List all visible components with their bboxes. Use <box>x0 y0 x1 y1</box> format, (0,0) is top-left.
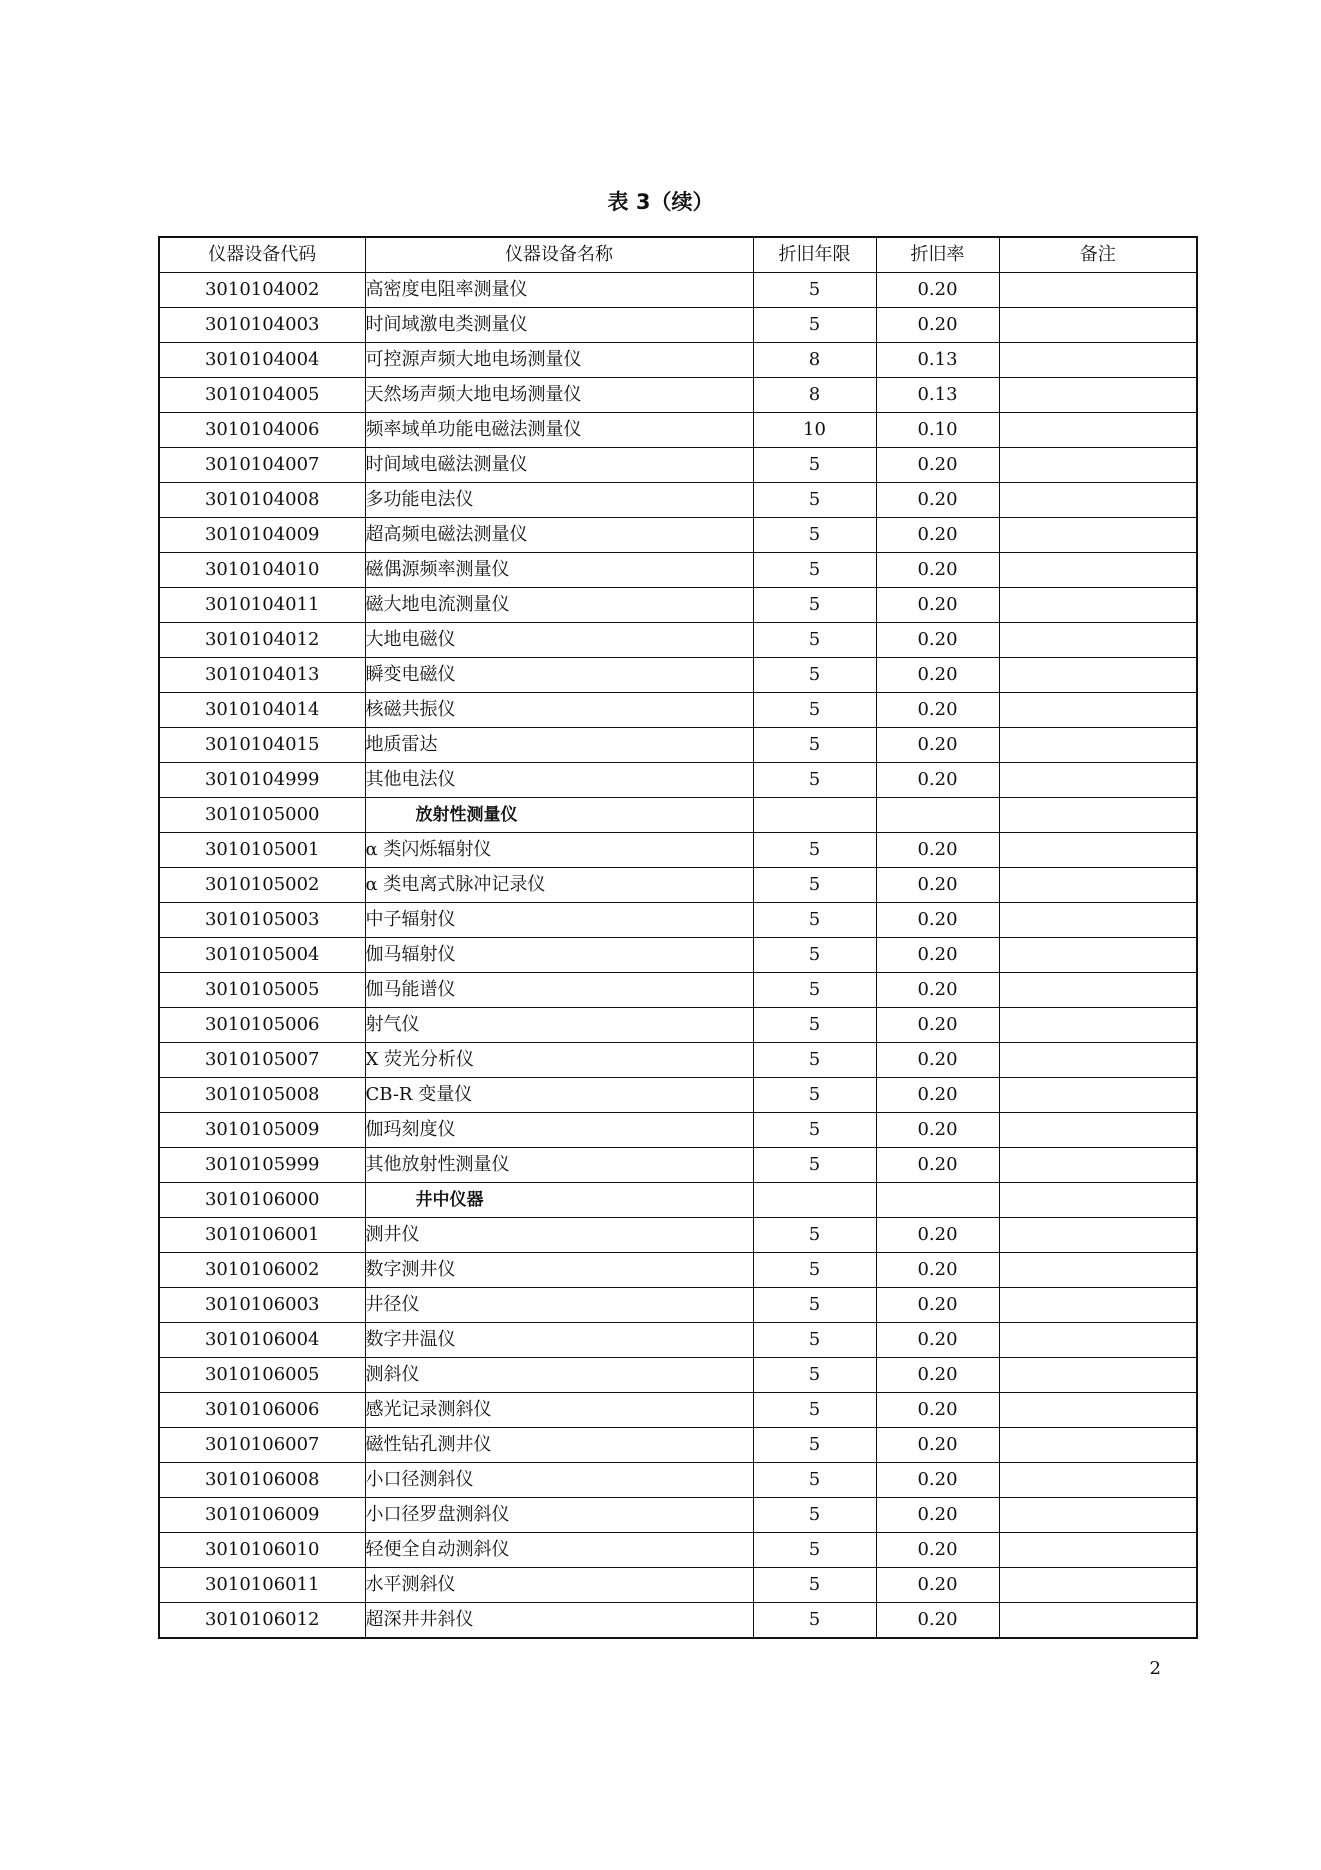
cell-rate: 0.20 <box>876 833 999 868</box>
table-row <box>159 1323 1197 1358</box>
table-row <box>159 938 1197 973</box>
cell-code: 3010104008 <box>159 483 365 518</box>
cell-code: 3010105004 <box>159 938 365 973</box>
cell-years: 5 <box>753 728 876 763</box>
cell-years: 5 <box>753 1498 876 1533</box>
cell-years: 5 <box>753 518 876 553</box>
cell-notes <box>999 1603 1197 1639</box>
cell-name: 射气仪 <box>365 1008 753 1043</box>
cell-years: 8 <box>753 378 876 413</box>
cell-code: 3010104007 <box>159 448 365 483</box>
cell-code: 3010104005 <box>159 378 365 413</box>
cell-notes <box>999 763 1197 798</box>
cell-name: 其他电法仪 <box>365 763 753 798</box>
cell-notes <box>999 658 1197 693</box>
cell-name: 多功能电法仪 <box>365 483 753 518</box>
cell-notes <box>999 728 1197 763</box>
header-years: 折旧年限 <box>753 237 876 273</box>
table-row <box>159 1148 1197 1183</box>
cell-rate: 0.20 <box>876 1358 999 1393</box>
cell-years: 5 <box>753 553 876 588</box>
cell-rate: 0.20 <box>876 1603 999 1639</box>
cell-rate: 0.20 <box>876 1533 999 1568</box>
cell-years: 5 <box>753 588 876 623</box>
cell-name: 地质雷达 <box>365 728 753 763</box>
cell-years: 5 <box>753 623 876 658</box>
table-row <box>159 798 1197 833</box>
cell-years: 5 <box>753 833 876 868</box>
table-row <box>159 1393 1197 1428</box>
cell-rate: 0.20 <box>876 308 999 343</box>
cell-notes <box>999 378 1197 413</box>
table-row <box>159 1533 1197 1568</box>
cell-notes <box>999 273 1197 308</box>
table-row <box>159 903 1197 938</box>
cell-rate: 0.20 <box>876 693 999 728</box>
cell-notes <box>999 1463 1197 1498</box>
cell-rate: 0.20 <box>876 1113 999 1148</box>
cell-code: 3010105009 <box>159 1113 365 1148</box>
cell-notes <box>999 1043 1197 1078</box>
table-row <box>159 1078 1197 1113</box>
table-row <box>159 728 1197 763</box>
cell-name: 感光记录测斜仪 <box>365 1393 753 1428</box>
cell-name: α 类闪烁辐射仪 <box>365 833 753 868</box>
cell-name: 小口径测斜仪 <box>365 1463 753 1498</box>
cell-notes <box>999 343 1197 378</box>
cell-rate: 0.20 <box>876 1568 999 1603</box>
cell-years: 5 <box>753 1113 876 1148</box>
cell-name: 测井仪 <box>365 1218 753 1253</box>
cell-years: 5 <box>753 1358 876 1393</box>
cell-rate: 0.20 <box>876 1393 999 1428</box>
cell-code: 3010104999 <box>159 763 365 798</box>
cell-rate: 0.20 <box>876 1428 999 1463</box>
cell-rate: 0.13 <box>876 343 999 378</box>
cell-name: 伽马辐射仪 <box>365 938 753 973</box>
cell-code: 3010105999 <box>159 1148 365 1183</box>
cell-rate: 0.20 <box>876 1498 999 1533</box>
cell-code: 3010105002 <box>159 868 365 903</box>
cell-name: 可控源声频大地电场测量仪 <box>365 343 753 378</box>
cell-rate: 0.20 <box>876 448 999 483</box>
cell-years: 5 <box>753 1603 876 1639</box>
cell-notes <box>999 448 1197 483</box>
table-row <box>159 553 1197 588</box>
cell-code: 3010106012 <box>159 1603 365 1639</box>
cell-name: 超高频电磁法测量仪 <box>365 518 753 553</box>
header-rate: 折旧率 <box>876 237 999 273</box>
cell-years: 8 <box>753 343 876 378</box>
header-code: 仪器设备代码 <box>159 237 365 273</box>
cell-code: 3010106000 <box>159 1183 365 1218</box>
cell-rate: 0.20 <box>876 273 999 308</box>
cell-years: 5 <box>753 658 876 693</box>
cell-years: 5 <box>753 1218 876 1253</box>
table-header-row <box>159 237 1197 273</box>
cell-name: 超深井井斜仪 <box>365 1603 753 1639</box>
cell-notes <box>999 1113 1197 1148</box>
table-title: 表 3（续） <box>607 190 714 214</box>
cell-name: 其他放射性测量仪 <box>365 1148 753 1183</box>
cell-code: 3010106001 <box>159 1218 365 1253</box>
cell-code: 3010106007 <box>159 1428 365 1463</box>
cell-code: 3010104009 <box>159 518 365 553</box>
cell-name: 时间域激电类测量仪 <box>365 308 753 343</box>
cell-years: 5 <box>753 1043 876 1078</box>
table-row <box>159 273 1197 308</box>
cell-name: 中子辐射仪 <box>365 903 753 938</box>
cell-years: 5 <box>753 1078 876 1113</box>
cell-rate: 0.13 <box>876 378 999 413</box>
table-row <box>159 413 1197 448</box>
cell-rate: 0.20 <box>876 1288 999 1323</box>
table-row <box>159 1183 1197 1218</box>
cell-years: 5 <box>753 273 876 308</box>
cell-notes <box>999 1183 1197 1218</box>
table-row <box>159 1253 1197 1288</box>
cell-years: 5 <box>753 483 876 518</box>
cell-code: 3010104013 <box>159 658 365 693</box>
cell-code: 3010106011 <box>159 1568 365 1603</box>
table-row <box>159 1463 1197 1498</box>
cell-notes <box>999 413 1197 448</box>
cell-rate: 0.20 <box>876 1218 999 1253</box>
cell-code: 3010106005 <box>159 1358 365 1393</box>
cell-code: 3010105007 <box>159 1043 365 1078</box>
cell-notes <box>999 623 1197 658</box>
cell-notes <box>999 1533 1197 1568</box>
table-row <box>159 343 1197 378</box>
cell-rate: 0.20 <box>876 973 999 1008</box>
cell-code: 3010105001 <box>159 833 365 868</box>
cell-name: 磁偶源频率测量仪 <box>365 553 753 588</box>
cell-years: 5 <box>753 938 876 973</box>
cell-name: 伽玛刻度仪 <box>365 1113 753 1148</box>
cell-notes <box>999 1498 1197 1533</box>
table-row <box>159 1218 1197 1253</box>
cell-notes <box>999 868 1197 903</box>
cell-notes <box>999 1428 1197 1463</box>
cell-code: 3010104002 <box>159 273 365 308</box>
cell-rate: 0.20 <box>876 903 999 938</box>
cell-notes <box>999 903 1197 938</box>
cell-name: 井径仪 <box>365 1288 753 1323</box>
cell-notes <box>999 938 1197 973</box>
cell-notes <box>999 1568 1197 1603</box>
cell-notes <box>999 1008 1197 1043</box>
cell-notes <box>999 693 1197 728</box>
table-row <box>159 1603 1197 1639</box>
cell-category-name: 井中仪器 <box>365 1183 753 1218</box>
cell-name: 测斜仪 <box>365 1358 753 1393</box>
cell-years: 5 <box>753 1323 876 1358</box>
cell-name: 数字井温仪 <box>365 1323 753 1358</box>
cell-name: 数字测井仪 <box>365 1253 753 1288</box>
cell-category-name: 放射性测量仪 <box>365 798 753 833</box>
cell-notes <box>999 483 1197 518</box>
cell-name: 轻便全自动测斜仪 <box>365 1533 753 1568</box>
table-row <box>159 833 1197 868</box>
cell-notes <box>999 1288 1197 1323</box>
cell-rate: 0.20 <box>876 588 999 623</box>
cell-notes <box>999 1253 1197 1288</box>
table-row <box>159 973 1197 1008</box>
cell-code: 3010106002 <box>159 1253 365 1288</box>
cell-rate: 0.20 <box>876 763 999 798</box>
cell-code: 3010105008 <box>159 1078 365 1113</box>
cell-name: 核磁共振仪 <box>365 693 753 728</box>
table-row <box>159 518 1197 553</box>
cell-rate: 0.20 <box>876 623 999 658</box>
cell-rate: 0.10 <box>876 413 999 448</box>
cell-rate: 0.20 <box>876 868 999 903</box>
cell-name: 磁大地电流测量仪 <box>365 588 753 623</box>
cell-code: 3010106010 <box>159 1533 365 1568</box>
cell-rate: 0.20 <box>876 658 999 693</box>
cell-name: 伽马能谱仪 <box>365 973 753 1008</box>
cell-notes <box>999 1358 1197 1393</box>
cell-years: 5 <box>753 763 876 798</box>
cell-rate: 0.20 <box>876 483 999 518</box>
cell-code: 3010106009 <box>159 1498 365 1533</box>
cell-years: 5 <box>753 1533 876 1568</box>
cell-years: 5 <box>753 1428 876 1463</box>
cell-name: 小口径罗盘测斜仪 <box>365 1498 753 1533</box>
table-row <box>159 623 1197 658</box>
cell-notes <box>999 308 1197 343</box>
table-row <box>159 658 1197 693</box>
table-row <box>159 448 1197 483</box>
table-row <box>159 763 1197 798</box>
cell-years <box>753 1183 876 1218</box>
cell-name: α 类电离式脉冲记录仪 <box>365 868 753 903</box>
cell-notes <box>999 1078 1197 1113</box>
table-row <box>159 1498 1197 1533</box>
cell-years: 5 <box>753 973 876 1008</box>
cell-name: 大地电磁仪 <box>365 623 753 658</box>
cell-years: 5 <box>753 903 876 938</box>
cell-code: 3010106008 <box>159 1463 365 1498</box>
cell-years <box>753 798 876 833</box>
cell-years: 5 <box>753 693 876 728</box>
cell-code: 3010105000 <box>159 798 365 833</box>
cell-notes <box>999 1323 1197 1358</box>
cell-name: 时间域电磁法测量仪 <box>365 448 753 483</box>
header-notes: 备注 <box>999 237 1197 273</box>
cell-code: 3010105003 <box>159 903 365 938</box>
cell-rate: 0.20 <box>876 1148 999 1183</box>
cell-code: 3010104004 <box>159 343 365 378</box>
cell-rate: 0.20 <box>876 1078 999 1113</box>
table-row <box>159 1358 1197 1393</box>
table-row <box>159 308 1197 343</box>
cell-code: 3010104011 <box>159 588 365 623</box>
table-row <box>159 1008 1197 1043</box>
table-row <box>159 483 1197 518</box>
cell-name: 天然场声频大地电场测量仪 <box>365 378 753 413</box>
cell-code: 3010104010 <box>159 553 365 588</box>
cell-rate: 0.20 <box>876 1043 999 1078</box>
table-row <box>159 378 1197 413</box>
cell-years: 5 <box>753 1148 876 1183</box>
cell-rate <box>876 1183 999 1218</box>
cell-notes <box>999 973 1197 1008</box>
table-row <box>159 1043 1197 1078</box>
cell-years: 10 <box>753 413 876 448</box>
cell-rate: 0.20 <box>876 1253 999 1288</box>
cell-notes <box>999 1393 1197 1428</box>
cell-name: 水平测斜仪 <box>365 1568 753 1603</box>
depreciation-table <box>158 236 1198 1639</box>
table-row <box>159 868 1197 903</box>
cell-code: 3010106006 <box>159 1393 365 1428</box>
cell-code: 3010105005 <box>159 973 365 1008</box>
page-number: 2 <box>1149 1658 1161 1679</box>
cell-years: 5 <box>753 868 876 903</box>
cell-years: 5 <box>753 1568 876 1603</box>
cell-rate: 0.20 <box>876 518 999 553</box>
cell-years: 5 <box>753 1393 876 1428</box>
cell-notes <box>999 1218 1197 1253</box>
cell-years: 5 <box>753 1008 876 1043</box>
cell-code: 3010106003 <box>159 1288 365 1323</box>
cell-rate: 0.20 <box>876 1008 999 1043</box>
cell-years: 5 <box>753 1463 876 1498</box>
cell-name: 磁性钻孔测井仪 <box>365 1428 753 1463</box>
cell-code: 3010104003 <box>159 308 365 343</box>
cell-code: 3010104014 <box>159 693 365 728</box>
cell-notes <box>999 833 1197 868</box>
table-body <box>159 273 1197 1639</box>
cell-name: X 荧光分析仪 <box>365 1043 753 1078</box>
cell-years: 5 <box>753 1288 876 1323</box>
cell-years: 5 <box>753 1253 876 1288</box>
cell-years: 5 <box>753 448 876 483</box>
cell-rate: 0.20 <box>876 728 999 763</box>
cell-rate: 0.20 <box>876 553 999 588</box>
table-row <box>159 1113 1197 1148</box>
cell-name: 频率域单功能电磁法测量仪 <box>365 413 753 448</box>
table-row <box>159 1568 1197 1603</box>
cell-notes <box>999 798 1197 833</box>
cell-name: 瞬变电磁仪 <box>365 658 753 693</box>
cell-rate: 0.20 <box>876 1323 999 1358</box>
table-row <box>159 588 1197 623</box>
cell-years: 5 <box>753 308 876 343</box>
cell-code: 3010104012 <box>159 623 365 658</box>
cell-code: 3010104006 <box>159 413 365 448</box>
table-row <box>159 693 1197 728</box>
cell-rate: 0.20 <box>876 1463 999 1498</box>
cell-code: 3010104015 <box>159 728 365 763</box>
cell-notes <box>999 588 1197 623</box>
cell-rate <box>876 798 999 833</box>
cell-notes <box>999 553 1197 588</box>
cell-notes <box>999 518 1197 553</box>
table-row <box>159 1288 1197 1323</box>
cell-code: 3010105006 <box>159 1008 365 1043</box>
cell-name: CB-R 变量仪 <box>365 1078 753 1113</box>
cell-rate: 0.20 <box>876 938 999 973</box>
header-name: 仪器设备名称 <box>365 237 753 273</box>
cell-notes <box>999 1148 1197 1183</box>
cell-name: 高密度电阻率测量仪 <box>365 273 753 308</box>
cell-code: 3010106004 <box>159 1323 365 1358</box>
table-row <box>159 1428 1197 1463</box>
